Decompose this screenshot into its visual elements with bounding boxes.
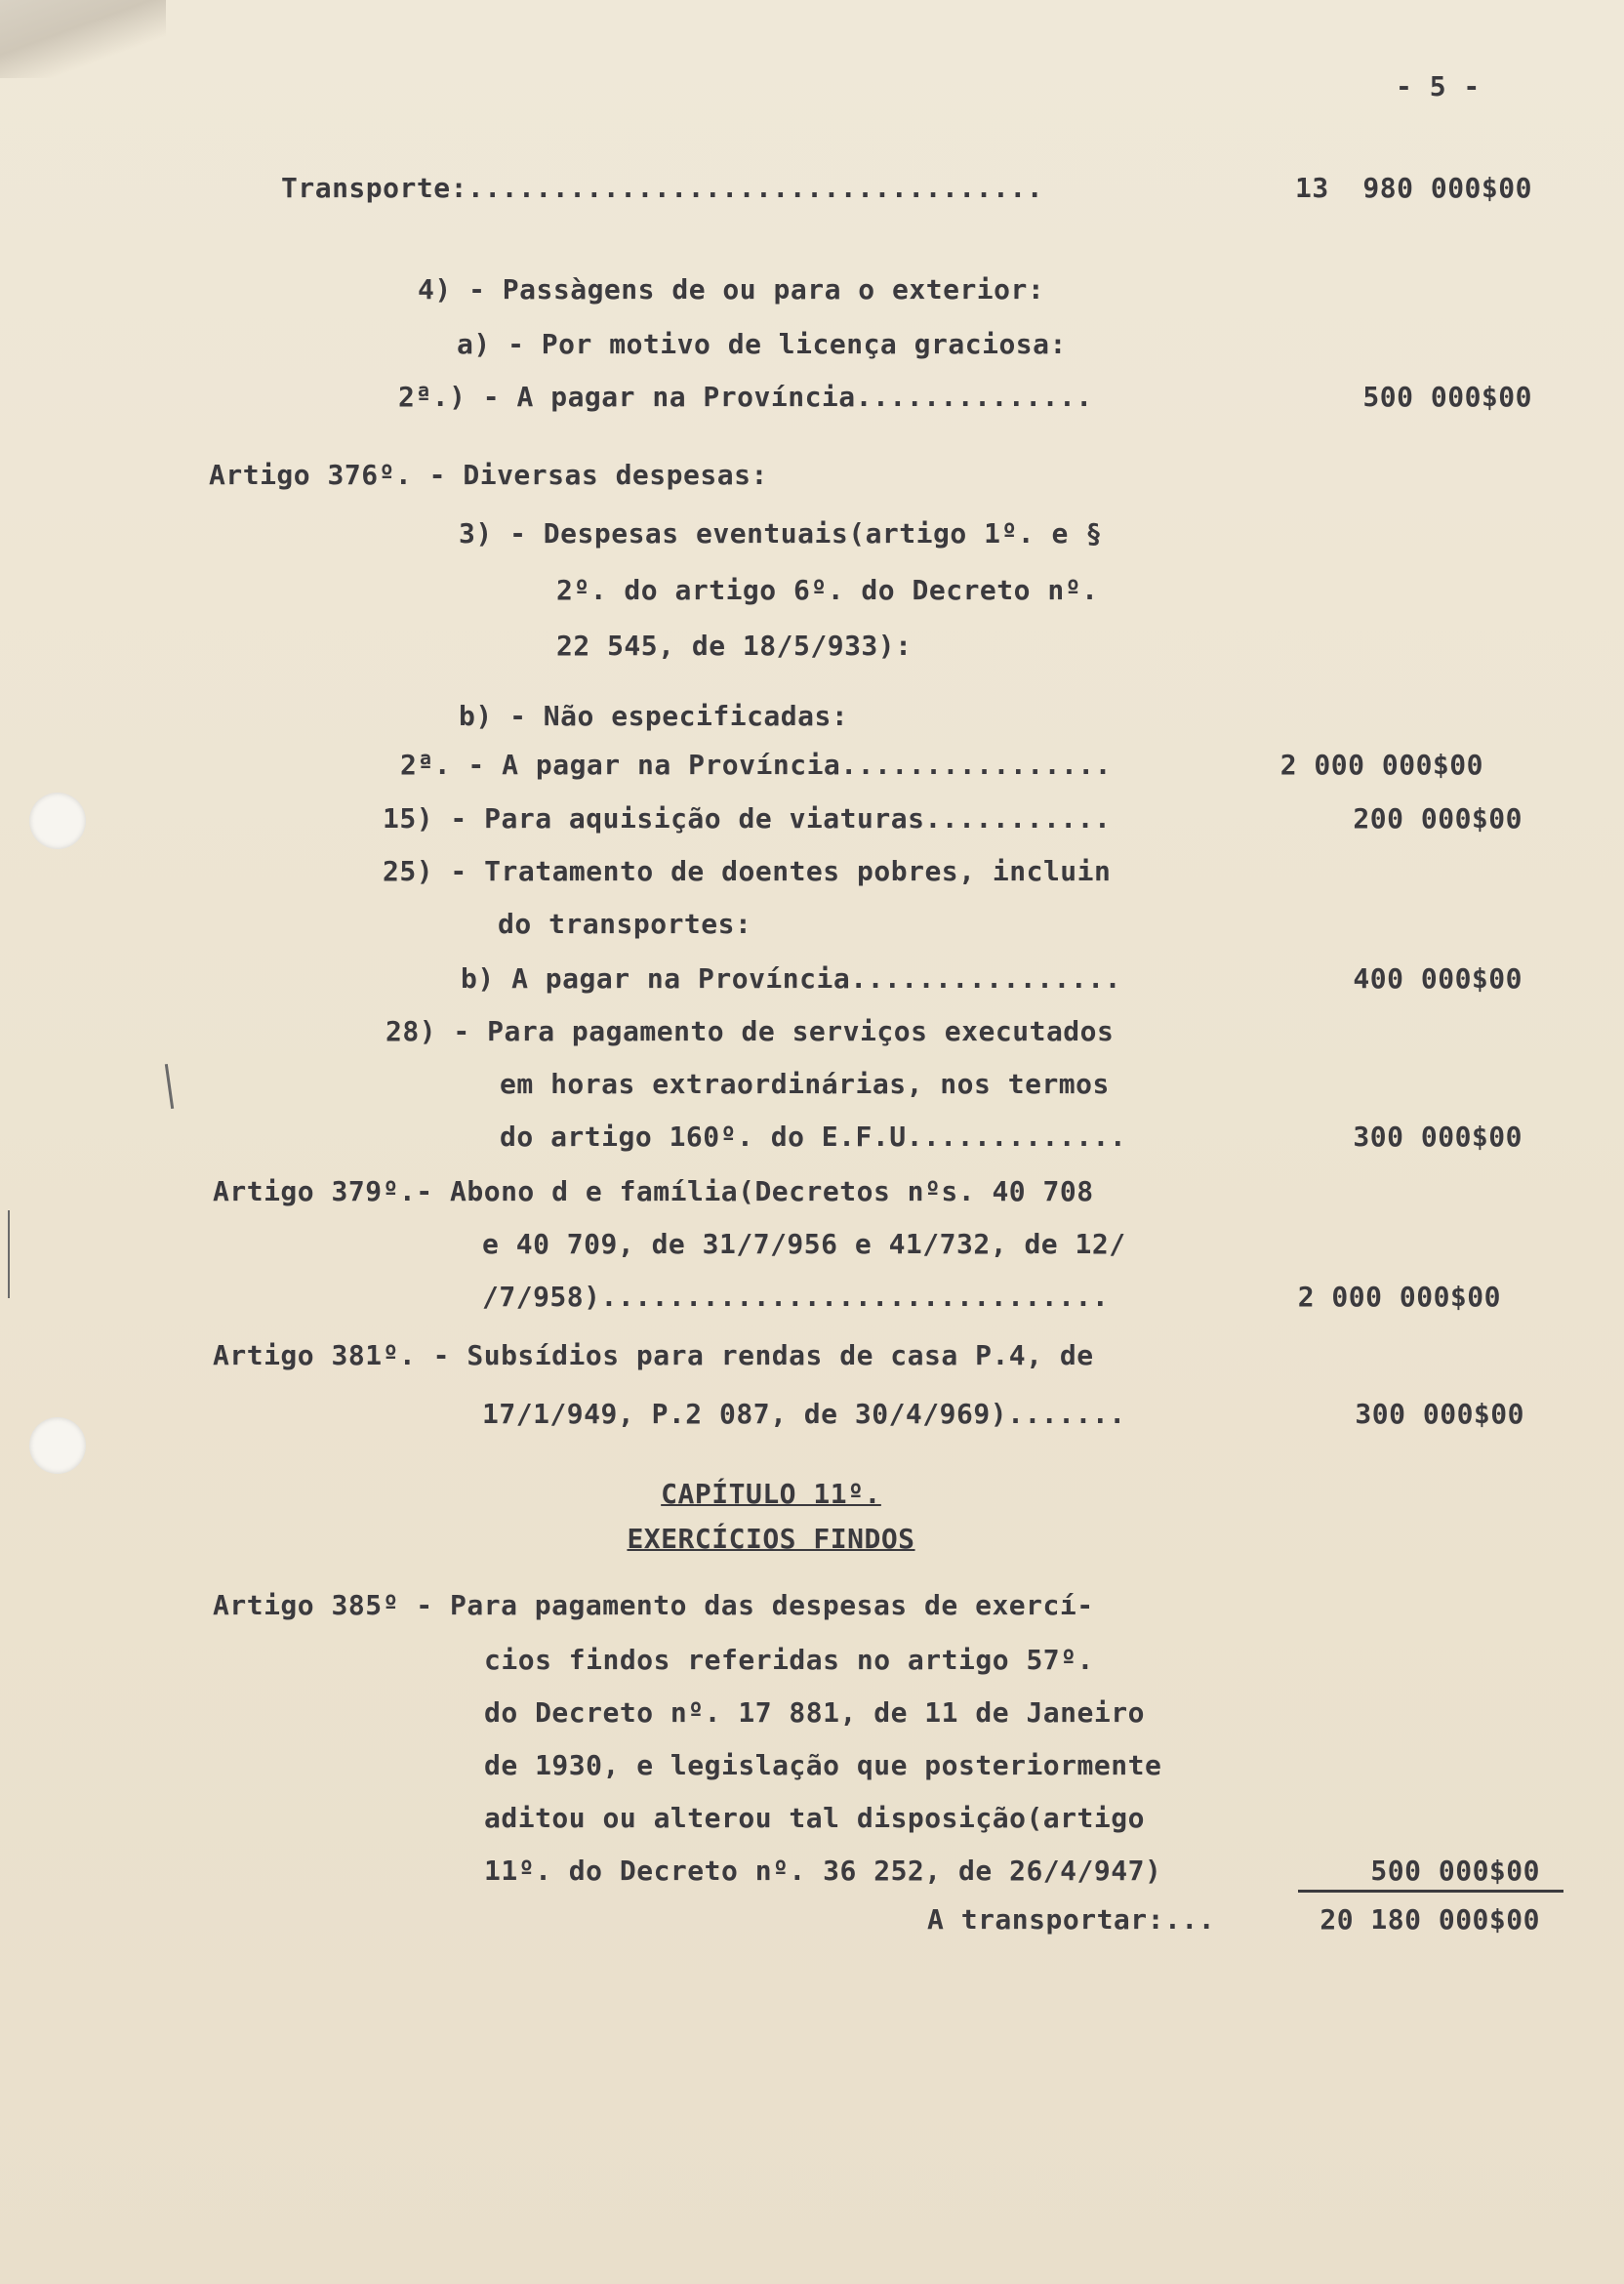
edge-mark [8,1210,10,1298]
amount-abono-familia: 2 000 000$00 [1297,1281,1501,1313]
line-decreto-17881: do Decreto nº. 17 881, de 11 de Janeiro [484,1696,1145,1729]
line-decretos-958: /7/958).............................. [482,1281,1110,1313]
total-amount: 20 180 000$00 [1320,1903,1540,1936]
line-horas-extraordinarias: em horas extraordinárias, nos termos [500,1068,1110,1100]
torn-corner [0,0,166,78]
line-decretos-40709: e 40 709, de 31/7/956 e 41/732, de 12/ [482,1228,1126,1260]
amount-pagar-provincia-2: 2 000 000$00 [1279,749,1483,781]
line-nao-especificadas: b) - Não especificadas: [459,700,849,732]
line-legislacao: de 1930, e legislação que posteriormente [484,1749,1162,1781]
line-servicos-executados: 28) - Para pagamento de serviços executados [386,1015,1115,1047]
punch-hole-top [29,793,86,849]
line-subsidios-portaria: 17/1/949, P.2 087, de 30/4/969)....... [482,1398,1126,1430]
line-pagar-provincia-1: 2ª.) - A pagar na Província.............. [398,381,1093,413]
page-number: - 5 - [1396,70,1481,102]
line-pagar-provincia-2: 2ª. - A pagar na Província................ [400,749,1113,781]
line-exercicios-findos: cios findos referidas no artigo 57º. [484,1644,1094,1676]
line-decreto-36252: 11º. do Decreto nº. 36 252, de 26/4/947) [484,1855,1162,1887]
line-artigo-376: Artigo 376º. - Diversas despesas: [209,459,768,491]
punch-hole-bottom [29,1417,86,1474]
line-viaturas: 15) - Para aquisição de viaturas........... [383,802,1112,835]
total-label: A transportar:... [927,1903,1216,1936]
pencil-mark [165,1064,174,1109]
amount-artigo-160: 300 000$00 [1353,1121,1522,1153]
line-artigo-379: Artigo 379º.- Abono d e família(Decretos nºs. 40 708 [213,1175,1094,1207]
amount-transporte: 13 980 000$00 [1294,172,1532,204]
chapter-title: CAPÍTULO 11º. [661,1478,881,1510]
line-artigo-160: do artigo 160º. do E.F.U............. [500,1121,1127,1153]
line-disposicao: aditou ou alterou tal disposição(artigo [484,1802,1145,1834]
line-decreto-2: 22 545, de 18/5/933): [556,630,913,662]
amount-viaturas: 200 000$00 [1353,802,1522,835]
amount-pagar-provincia-3: 400 000$00 [1353,962,1522,995]
line-transporte: Transporte:.................................. [281,172,1044,204]
line-transportes: do transportes: [498,908,752,940]
amount-exercicios-findos: 500 000$00 [1370,1855,1540,1887]
line-pagar-provincia-3: b) A pagar na Província................ [461,962,1121,995]
line-decreto-1: 2º. do artigo 6º. do Decreto nº. [556,574,1099,606]
amount-pagar-provincia-1: 500 000$00 [1362,381,1532,413]
line-artigo-385: Artigo 385º - Para pagamento das despesas de exercí- [213,1589,1094,1621]
amount-subsidios: 300 000$00 [1355,1398,1524,1430]
line-artigo-381: Artigo 381º. - Subsídios para rendas de casa P.4, de [213,1339,1094,1371]
chapter-subtitle: EXERCÍCIOS FINDOS [627,1523,915,1555]
line-doentes-pobres: 25) - Tratamento de doentes pobres, incluin [383,855,1112,887]
sum-rule [1298,1890,1563,1893]
line-licenca: a) - Por motivo de licença graciosa: [457,328,1067,360]
line-passagens: 4) - Passàgens de ou para o exterior: [418,273,1045,306]
line-despesas-eventuais: 3) - Despesas eventuais(artigo 1º. e § [459,517,1103,550]
